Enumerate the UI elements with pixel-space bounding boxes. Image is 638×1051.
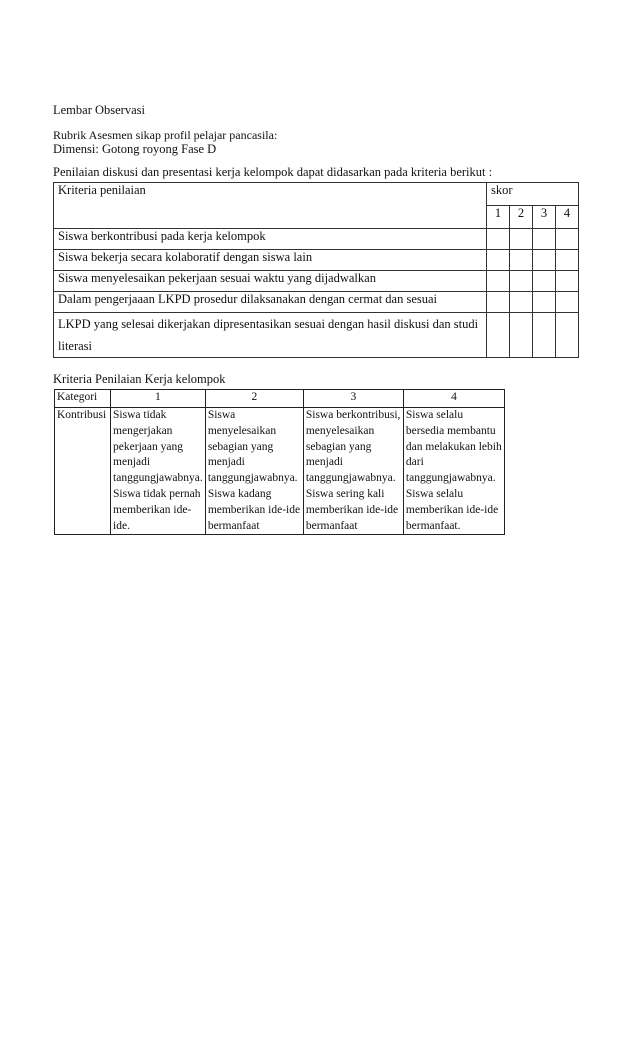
score-cell [487,292,510,313]
score-header: skor [487,183,579,206]
score-cell [510,229,533,250]
table-row [54,292,579,313]
table-row [54,313,579,358]
score-cell [487,271,510,292]
score-2-header: 2 [510,206,533,229]
table-row [54,271,579,292]
score-1-header: 1 [487,206,510,229]
level-4-header: 4 [403,390,504,408]
work-criteria-table [54,389,505,535]
criteria-cell: Dalam pengerjaaan LKPD prosedur dilaksanakan dengan cermat dan sesuai [54,292,487,313]
section-title: Kriteria Penilaian Kerja kelompok [53,372,226,386]
score-3-header: 3 [533,206,556,229]
score-cell [510,250,533,271]
score-4-header: 4 [556,206,579,229]
score-cell [510,292,533,313]
level-1-header: 1 [111,390,206,408]
score-cell [487,229,510,250]
level-3-header: 3 [303,390,403,408]
score-cell [510,313,533,358]
level-3-cell: Siswa berkontribusi, menyelesaikan sebagian yang menjadi tanggungjawabnya. Siswa sering kali memberikan ide-ide bermanfaat [303,408,403,535]
score-cell [533,250,556,271]
dimensi-heading: Dimensi: Gotong royong Fase D [53,142,217,156]
rubrik-heading: Rubrik Asesmen sikap profil pelajar pancasila: [53,128,278,142]
level-2-cell: Siswa menyelesaikan sebagian yang menjadi tanggungjawabnya. Siswa kadang memberikan ide-ide bermanfaat [205,408,303,535]
score-cell [487,250,510,271]
score-cell [556,229,579,250]
score-cell [556,313,579,358]
category-cell: Kontribusi [55,408,111,535]
score-cell [556,271,579,292]
score-cell [533,229,556,250]
score-cell [533,292,556,313]
criteria-cell: LKPD yang selesai dikerjakan dipresentasikan sesuai dengan hasil diskusi dan studi literasi [54,313,487,358]
table-row [55,408,505,535]
criteria-cell: Siswa menyelesaikan pekerjaan sesuai waktu yang dijadwalkan [54,271,487,292]
score-cell [556,292,579,313]
score-cell [556,250,579,271]
criteria-header: Kriteria penilaian [54,183,487,229]
score-cell [510,271,533,292]
kategori-header: Kategori [55,390,111,408]
level-1-cell: Siswa tidak mengerjakan pekerjaan yang menjadi tanggungjawabnya. Siswa tidak pernah memberikan ide-ide. [111,408,206,535]
level-2-header: 2 [205,390,303,408]
table-row [54,183,579,206]
document-title: Lembar Observasi [53,103,145,117]
intro-text: Penilaian diskusi dan presentasi kerja kelompok dapat didasarkan pada kriteria berikut : [53,165,493,179]
table-row [55,390,505,408]
level-4-cell: Siswa selalu bersedia membantu dan melakukan lebih dari tanggungjawabnya. Siswa selalu memberikan ide-ide bermanfaat. [403,408,504,535]
rubric-table [53,182,579,358]
score-cell [533,313,556,358]
score-cell [533,271,556,292]
criteria-cell: Siswa bekerja secara kolaboratif dengan siswa lain [54,250,487,271]
table-row [54,229,579,250]
score-cell [487,313,510,358]
table-row [54,250,579,271]
criteria-cell: Siswa berkontribusi pada kerja kelompok [54,229,487,250]
